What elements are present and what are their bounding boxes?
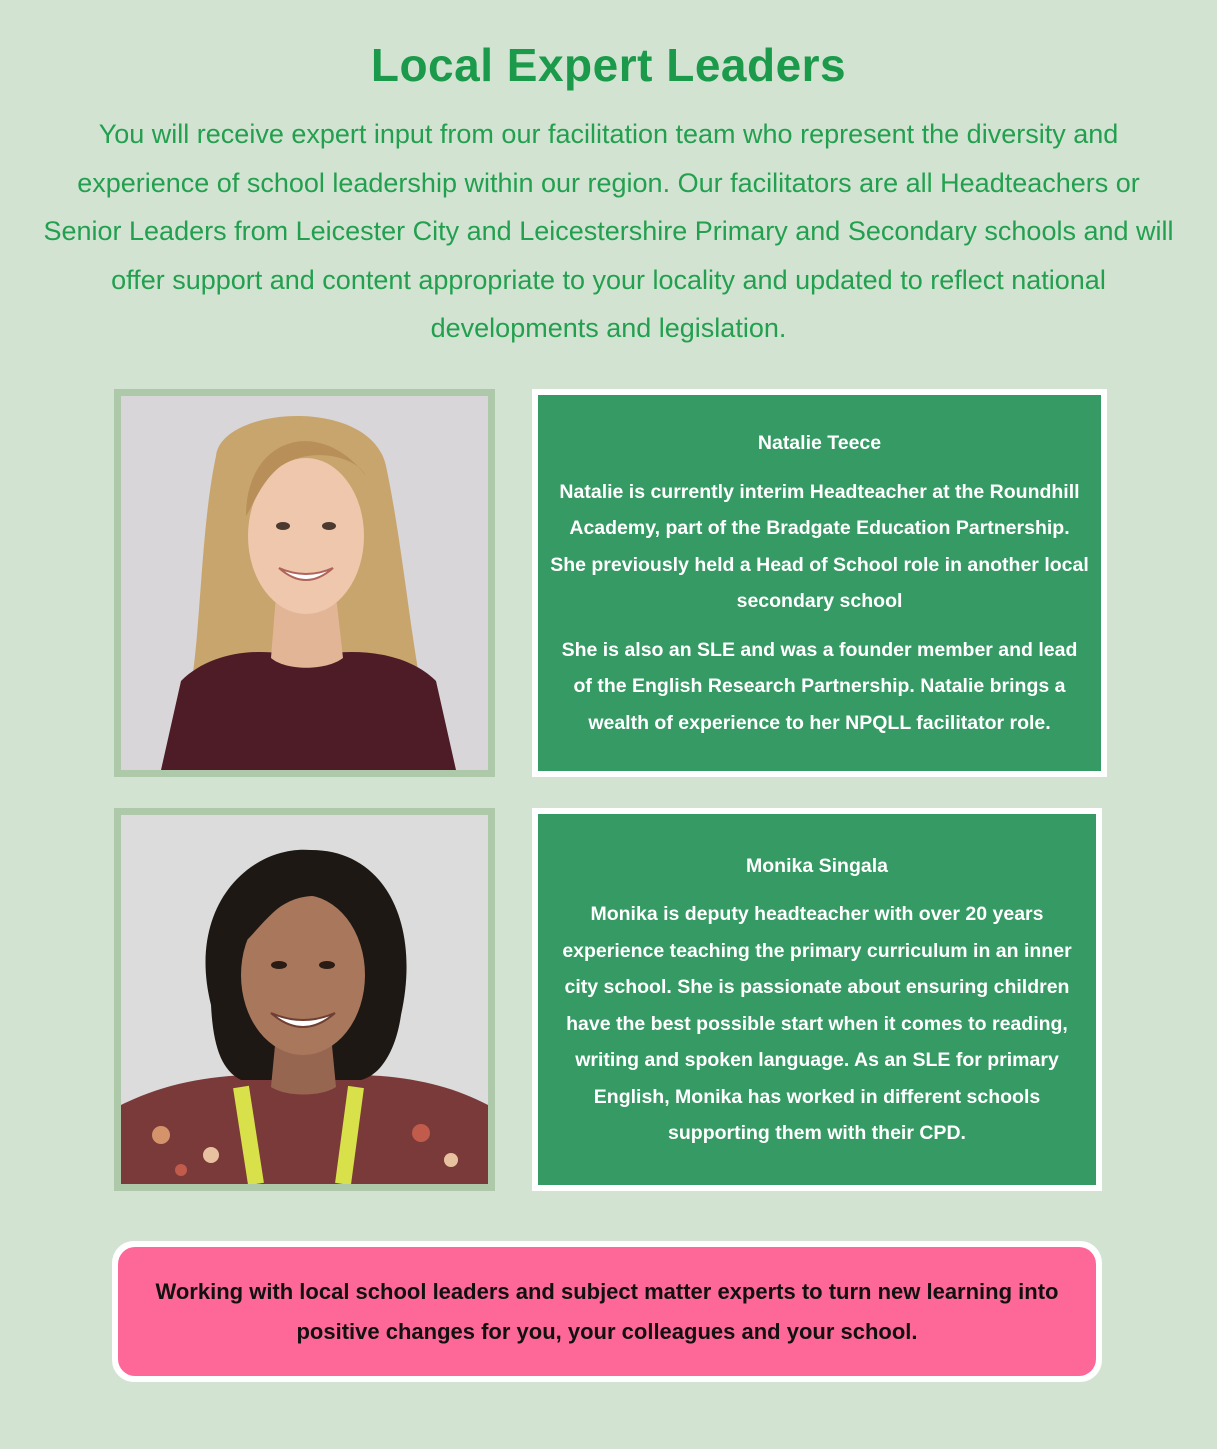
- facilitator-bio-paragraph: She is also an SLE and was a founder member and lead of the English Research Partnership. Natalie brings a wealth of experience to her NPQLL facilitator role.: [561, 638, 1078, 734]
- portrait-natalie: [121, 396, 488, 770]
- page-title: Local Expert Leaders: [370, 39, 847, 91]
- facilitator-bio-paragraph: Monika is deputy headteacher with over 20 years experience teaching the primary curriculum in an inner city school. She is passionate about ensuring children have the best possible start when it comes to reading, writing and spoken language. As an SLE for primary English, Monika has worked in different schools supporting them with their CPD.: [562, 903, 1072, 1144]
- callout-banner: Working with local school leaders and subject matter experts to turn new learning into positive changes for you, your colleagues and your school.: [118, 1247, 1096, 1376]
- facilitator-photo-frame-monika: [114, 808, 495, 1191]
- facilitator-name: Monika Singala: [746, 854, 888, 877]
- facilitator-name: Natalie Teece: [757, 432, 882, 454]
- facilitator-bio-frame-natalie: [532, 389, 1107, 777]
- facilitator-bio-paragraph: Natalie is currently interim Headteacher at the Roundhill Academy, part of the Bradgate Education Partnership. She previously held a Head of School role in another local secondary school: [550, 480, 1089, 612]
- facilitator-photo-frame-natalie: [114, 389, 495, 777]
- facilitator-bio-natalie: [538, 395, 1101, 771]
- intro-paragraph: You will receive expert input from our facilitation team who represent the diversity and experience of school leadership within our region. Our facilitators are all Headteachers or Senior Leaders from Leicester City and Leicestershire Primary and Secondary schools and will offer support and content appropriate to your locality and updated to reflect national developments and legislation.: [43, 119, 1174, 343]
- callout-banner-frame: [112, 1241, 1102, 1382]
- portrait-monika: [121, 815, 488, 1184]
- facilitator-bio-monika: [538, 814, 1096, 1185]
- facilitator-bio-frame-monika: [532, 808, 1102, 1191]
